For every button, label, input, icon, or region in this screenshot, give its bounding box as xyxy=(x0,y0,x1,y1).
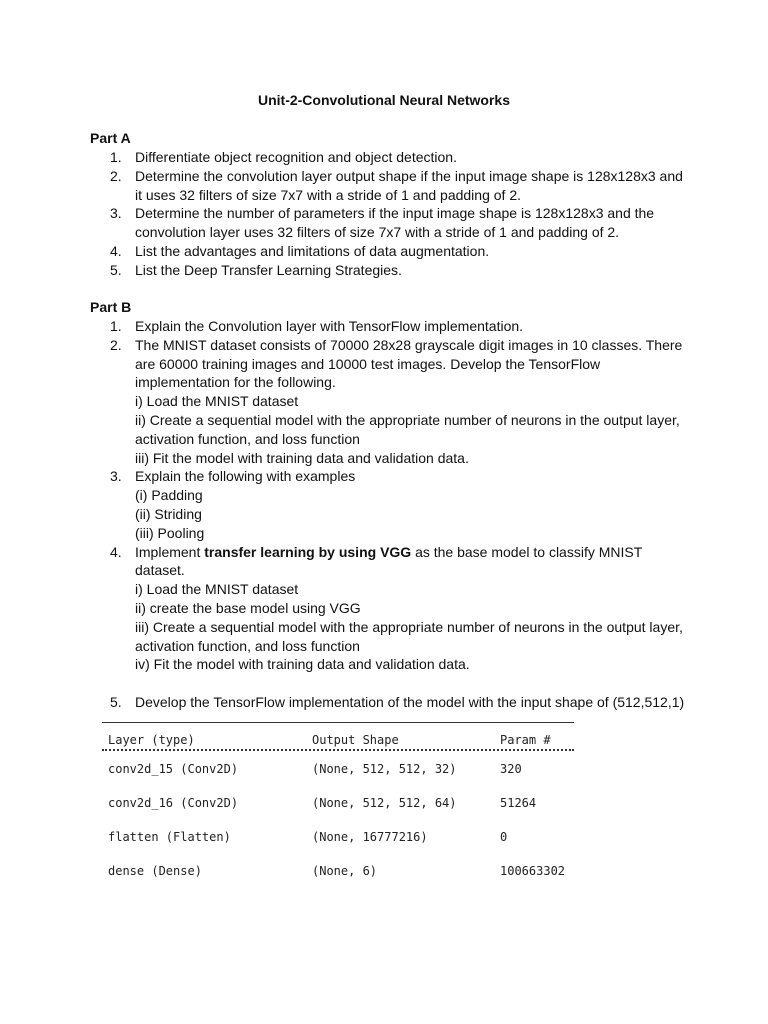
part-a-list xyxy=(0,148,768,280)
part-b-list xyxy=(0,317,768,712)
model-summary xyxy=(102,722,576,887)
list-item: 1. Differentiate object recognition and object detection. xyxy=(110,149,457,165)
table-row: flatten (Flatten) (None, 16777216) 0 xyxy=(108,830,508,844)
part-a-heading: Part A xyxy=(90,130,131,146)
list-item: 5. List the Deep Transfer Learning Strategies. xyxy=(110,261,402,278)
table-row: dense (Dense) (None, 6) 100663302 xyxy=(108,864,566,878)
list-item: 4. List the advantages and limitations of data augmentation. xyxy=(110,242,490,259)
table-header: Layer (type) Output Shape Param # xyxy=(108,733,551,747)
part-b-heading: Part B xyxy=(90,299,132,315)
list-item: 1. Explain the Convolution layer with TensorFlow implementation. xyxy=(110,318,524,334)
table-row: conv2d_15 (Conv2D) (None, 512, 512, 32) 320 xyxy=(108,762,522,776)
table-row: conv2d_16 (Conv2D) (None, 512, 512, 64) 51264 xyxy=(108,796,537,810)
page-title: Unit-2-Convolutional Neural Networks xyxy=(257,92,511,108)
list-item: 2. Determine the convolution layer output shape if the input image shape is 128x128x3 and it uses 32 filters of size 7x7 with a stride of 1 and padding of 2. xyxy=(110,167,683,203)
list-item: 5. Develop the TensorFlow implementation of the model with the input shape of (512,512,1) xyxy=(110,693,685,710)
list-item: 2. The MNIST dataset consists of 70000 28x28 grayscale digit images in 10 classes. There are 60000 training images and 10000 test images. Develop the TensorFlow implementation for the following. i) Load the MNIST dataset ii) Create a sequential model with the appropriate number of neurons in the output layer, activation function, and loss function iii) Fit the model with training data and validation data. xyxy=(110,336,683,466)
list-item: 3. Explain the following with examples (i) Padding (ii) Striding (iii) Pooling xyxy=(110,468,356,541)
list-item: 3. Determine the number of parameters if the input image shape is 128x128x3 and the convolution layer uses 32 filters of size 7x7 with a stride of 1 and padding of 2. xyxy=(110,205,655,241)
list-item: 4. Implement transfer learning by using VGG as the base model to classify MNIST dataset. i) Load the MNIST dataset ii) create the base model using VGG iii) Create a sequential model with the appropriate number of neurons in the output layer, activation function, and loss function iv) Fit the model with training data and validation data. xyxy=(110,543,683,673)
